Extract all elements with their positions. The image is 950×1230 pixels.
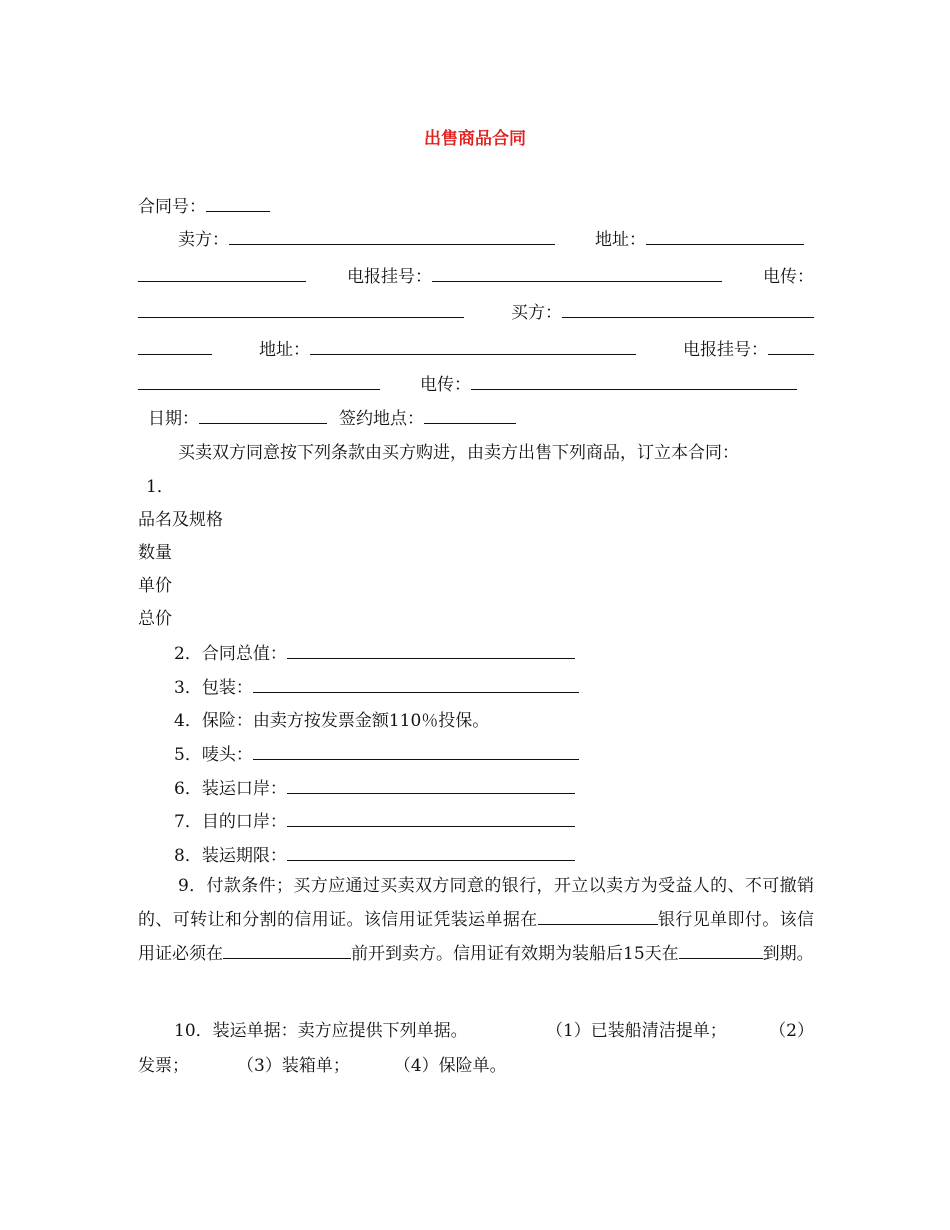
- clause-3-blank: [253, 676, 579, 693]
- seller-telegraph-blank: [432, 265, 722, 282]
- intro-text: 买卖双方同意按下列条款由买方购进，由卖方出售下列商品，订立本合同：: [178, 443, 739, 463]
- date-place-line: [138, 407, 814, 431]
- buyer-fax-label: 电传：: [420, 375, 471, 395]
- seller-telegraph-label: 电报挂号：: [347, 267, 432, 287]
- buyer-telegraph-blank-2: [138, 373, 380, 390]
- clause-8-blank: [287, 844, 575, 861]
- place-blank: [424, 407, 516, 424]
- clause-10-doc-2-number: （2）: [769, 1021, 814, 1041]
- buyer-address-blank: [310, 338, 636, 355]
- clause-9-text-4: 到期。: [762, 944, 814, 964]
- clause-2-blank: [287, 642, 575, 659]
- clause-10-doc-1: （1）已装船清洁提单；: [545, 1021, 727, 1041]
- clause-10-doc-2-text: 发票；: [138, 1056, 189, 1076]
- clause-9-text-1: 9．付款条件；买方应通过买卖双方同意的银行，开立以卖方为受益人的、不可撤销的、可转让和分割的信用证。该信用证凭装运单据在: [138, 876, 814, 930]
- goods-unit-price: [138, 574, 814, 598]
- contract-number-label: 合同号：: [138, 197, 206, 217]
- date-label: 日期：: [148, 409, 199, 429]
- place-label: 签约地点：: [339, 409, 424, 429]
- intro-line: [138, 441, 814, 465]
- buyer-address-line: [138, 338, 814, 362]
- seller-blank: [229, 228, 555, 245]
- goods-col-total-price: 总价: [138, 609, 172, 629]
- clause-3-label: 3．包装：: [174, 678, 253, 698]
- seller-telegraph-line: [138, 265, 814, 289]
- contract-number-line: [138, 195, 814, 219]
- clause-8: [138, 844, 814, 868]
- clause-9-expiry-blank: [679, 942, 763, 959]
- goods-col-quantity: 数量: [138, 543, 172, 563]
- clause-9-bank-blank: [538, 908, 658, 925]
- clause-2: [138, 642, 814, 666]
- clause-7-label: 7．目的口岸：: [174, 812, 287, 832]
- clause-5: [138, 743, 814, 767]
- goods-total-price: [138, 607, 814, 631]
- clause-3: [138, 676, 814, 700]
- buyer-address-label: 地址：: [259, 340, 310, 360]
- goods-col-name: 品名及规格: [138, 510, 223, 530]
- clause-9-text-3: 前开到卖方。信用证有效期为装船后15天在: [351, 944, 679, 964]
- seller-address-blank: [646, 228, 804, 245]
- buyer-telegraph-label: 电报挂号：: [683, 340, 768, 360]
- buyer-blank-2: [138, 338, 212, 355]
- clause-9-text-2: 银行见单即付。该信用证必须在: [138, 910, 814, 964]
- clause-10-doc-4: （4）保险单。: [393, 1056, 507, 1076]
- buyer-telegraph-blank: [768, 338, 814, 355]
- clause-2-label: 2．合同总值：: [174, 644, 287, 664]
- clause-8-label: 8．装运期限：: [174, 846, 287, 866]
- clause-4-label: 4．保险：由卖方按发票金额110％投保。: [174, 711, 490, 731]
- buyer-line: [138, 301, 814, 325]
- buyer-blank: [562, 301, 814, 318]
- clause-7-blank: [287, 810, 575, 827]
- buyer-label: 买方：: [511, 303, 562, 323]
- clause-10-line-1: [138, 1019, 814, 1043]
- clause-5-label: 5．唛头：: [174, 745, 253, 765]
- seller-address-label: 地址：: [595, 230, 646, 250]
- seller-fax-label: 电传：: [763, 267, 814, 287]
- clause-10-doc-3: （3）装箱单；: [237, 1056, 350, 1076]
- item1-line: [138, 475, 814, 499]
- clause-5-blank: [253, 743, 579, 760]
- seller-line: [138, 228, 814, 252]
- contract-number-blank: [206, 195, 270, 212]
- seller-label: 卖方：: [178, 230, 229, 250]
- clause-10-intro: 10．装运单据：卖方应提供下列单据。: [174, 1021, 468, 1041]
- buyer-fax-blank: [471, 373, 797, 390]
- clause-6: [138, 777, 814, 801]
- seller-fax-blank: [138, 301, 464, 318]
- clause-6-label: 6．装运口岸：: [174, 779, 287, 799]
- seller-address-blank-2: [138, 265, 306, 282]
- item1-number: 1．: [146, 477, 174, 497]
- goods-quantity: [138, 541, 814, 565]
- buyer-fax-line: [138, 373, 814, 397]
- clause-4: [138, 709, 814, 733]
- goods-name-spec: [138, 508, 814, 532]
- date-blank: [199, 407, 327, 424]
- clause-10-line-2: [138, 1054, 814, 1078]
- clause-7: [138, 810, 814, 834]
- clause-9-date-blank: [223, 942, 351, 959]
- clause-6-blank: [287, 777, 575, 794]
- clause-9: [138, 869, 814, 971]
- document-title: 出售商品合同: [424, 129, 526, 149]
- goods-col-unit-price: 单价: [138, 576, 172, 596]
